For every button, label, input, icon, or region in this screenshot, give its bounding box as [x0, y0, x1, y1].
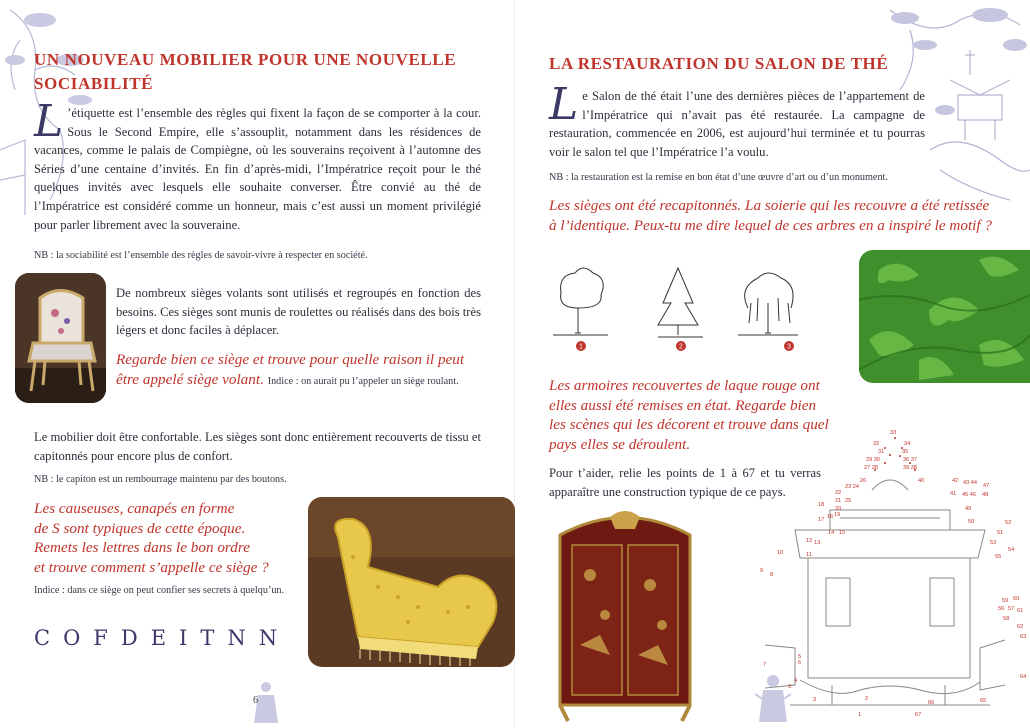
q1-line2: être appelé siège volant: [116, 370, 261, 388]
svg-text:50: 50: [968, 519, 975, 525]
q2-hint: Indice : dans ce siège on peut confier ses secrets à quelqu’un.: [34, 585, 285, 596]
question-sofa: [34, 499, 299, 577]
svg-text:35: 35: [902, 449, 909, 455]
tree-number-2: 2: [679, 343, 683, 351]
tree-2-icon: [658, 268, 703, 337]
svg-text:33: 33: [890, 430, 897, 436]
svg-text:12: 12: [806, 538, 813, 544]
q2-line: de S sont typiques de cette époque.: [34, 519, 246, 537]
green-damask-photo: [859, 250, 1030, 383]
svg-text:41: 41: [950, 491, 957, 497]
comfort-paragraph: Le mobilier doit être confortable. Les sièges sont donc entièrement recouverts de tissu et capitonnés pour encore plus de confort.: [34, 430, 481, 463]
etiquette-text: ’étiquette est l’ensemble des règles qui fixent la façon de se comporter à la cour. Sous le Second Empire, elle s’assouplit, notamment dans les résidences de vacances, comme le palais de Compiègne, où les souverains reçoivent à l’automne des Séries d’une centaine d’invités. En fin d’après-midi, l’Impératrice reçoit pour le thé quelques invités avec lesquels elle souhaite converser. Être convié au thé de l’Impératrice est considéré comme un honneur, mais c’est aussi un moment privilégié pour parler librement avec la souveraine.: [34, 106, 481, 232]
svg-text:51: 51: [997, 530, 1004, 536]
svg-text:29 30: 29 30: [866, 457, 880, 463]
svg-text:45 46: 45 46: [962, 492, 976, 498]
svg-text:21: 21: [835, 498, 842, 504]
dropcap-letter-right: L: [549, 79, 579, 130]
restoration-paragraph: [549, 79, 925, 161]
svg-text:56: 56: [998, 606, 1005, 612]
svg-text:23 24: 23 24: [845, 484, 859, 490]
svg-text:31: 31: [878, 449, 885, 455]
svg-text:40: 40: [918, 478, 925, 484]
chinese-figure-icon: [753, 672, 793, 724]
flying-chair-photo: [15, 273, 106, 403]
right-page-title: LA RESTAURATION DU SALON DE THÉ: [549, 54, 889, 73]
svg-text:42: 42: [952, 478, 959, 484]
svg-text:20: 20: [835, 506, 842, 512]
left-title-line2: SOCIABILITÉ: [34, 74, 154, 93]
left-page-title: [34, 48, 474, 96]
svg-text:64: 64: [1020, 674, 1027, 680]
svg-text:27 28: 27 28: [864, 465, 878, 471]
trees-illustration: [553, 263, 813, 353]
tree-1-icon: [553, 268, 608, 335]
svg-text:32: 32: [873, 441, 880, 447]
flying-seats-paragraph: De nombreux sièges volants sont utilisés et regroupés en fonction des besoins. Ces sièges sont munis de roulettes ou réalisés dans des bois très légers et donc faciles à déplacer.: [116, 286, 481, 338]
svg-text:6: 6: [798, 660, 802, 666]
lacquer-armoire-photo: [550, 505, 700, 723]
svg-text:13: 13: [814, 540, 821, 546]
q2-line: Remets les lettres dans le bon ordre: [34, 539, 250, 556]
svg-text:57: 57: [1008, 606, 1015, 612]
svg-text:58: 58: [1003, 616, 1010, 622]
svg-text:65: 65: [980, 698, 987, 704]
page-number: 6: [253, 695, 258, 706]
svg-text:60: 60: [1013, 596, 1020, 602]
svg-text:25: 25: [845, 498, 852, 504]
right-page: [515, 0, 1030, 727]
svg-text:11: 11: [806, 552, 812, 558]
tree-number-3: 3: [787, 343, 791, 351]
svg-text:3: 3: [813, 697, 817, 703]
q2-line: et trouve comment s’appelle ce siège ?: [34, 558, 269, 576]
svg-text:36 37: 36 37: [903, 457, 917, 463]
left-page: [0, 0, 515, 727]
svg-text:1: 1: [858, 712, 862, 718]
svg-text:17: 17: [818, 517, 825, 523]
svg-text:9: 9: [760, 568, 764, 574]
svg-text:66: 66: [928, 700, 935, 706]
scrambled-letters: COFDEITNN: [34, 626, 291, 650]
svg-text:49: 49: [965, 506, 972, 512]
svg-text:3: 3: [788, 684, 792, 690]
nb-sociabilite: NB : la sociabilité est l’ensemble des règles de savoir-vivre à respecter en société.: [34, 250, 368, 261]
question-lacquer: Les armoires recouvertes de laque rouge ont elles aussi été remises en état. Regarde bien les scènes qui les décorent et trouve dans quel pays elles se déroulent.: [549, 377, 829, 453]
svg-text:53: 53: [990, 540, 997, 546]
tree-number-1: 1: [579, 343, 583, 351]
left-title-line1: UN NOUVEAU MOBILIER POUR UNE NOUVELLE: [34, 50, 457, 69]
connect-dots-instructions: Pour t’aider, relie les points de 1 à 67 et tu verras apparaître une construction typique de ce pays.: [549, 466, 821, 499]
pagoda-lower-body: [808, 558, 970, 678]
svg-text:61: 61: [1017, 608, 1024, 614]
svg-text:55: 55: [995, 554, 1002, 560]
svg-text:43 44: 43 44: [963, 480, 977, 486]
svg-text:22: 22: [835, 490, 842, 496]
svg-text:67: 67: [915, 712, 922, 718]
svg-text:19: 19: [834, 512, 841, 518]
svg-text:15: 15: [839, 530, 846, 536]
svg-text:34: 34: [904, 441, 911, 447]
q1-line1: Regarde bien ce siège et trouve pour quelle raison il peut: [116, 351, 465, 368]
svg-text:2: 2: [865, 696, 869, 702]
q1-end: .: [260, 370, 264, 388]
q2-line: Les causeuses, canapés en forme: [34, 500, 235, 517]
question-flying-seat: [116, 350, 496, 391]
svg-text:63: 63: [1020, 634, 1027, 640]
svg-text:4: 4: [794, 678, 798, 684]
svg-text:62: 62: [1017, 624, 1024, 630]
question-trees: Les sièges ont été recapitonnés. La soierie qui les recouvre a été retissée à l’identique. Peux-tu me dire lequel de ces arbres en a inspiré le motif ?: [549, 197, 992, 234]
etiquette-paragraph: [34, 96, 481, 234]
svg-text:14: 14: [828, 530, 835, 536]
q1-hint: Indice : on aurait pu l’appeler un siège roulant.: [267, 375, 459, 387]
svg-text:52: 52: [1005, 520, 1012, 526]
restoration-text: e Salon de thé était l’une des dernières pièces de l’appartement de l’Impératrice qui n’avait pas été restaurée. La campagne de restauration, commencée en 2006, est aujourd’hui terminée et tu pourras voir le salon tel que l’Impératrice l’a voulu.: [549, 89, 925, 159]
svg-text:54: 54: [1008, 547, 1015, 553]
confident-sofa-photo: [308, 497, 515, 667]
tree-3-icon: [738, 273, 798, 335]
svg-text:7: 7: [763, 662, 767, 668]
svg-text:47: 47: [983, 483, 990, 489]
svg-text:59: 59: [1002, 598, 1009, 604]
nb-capiton: NB : le capiton est un rembourrage maintenu par des boutons.: [34, 474, 287, 485]
svg-text:26: 26: [860, 478, 867, 484]
dropcap-letter: L: [34, 96, 64, 147]
svg-text:48: 48: [982, 492, 989, 498]
svg-text:10: 10: [777, 550, 784, 556]
svg-text:39 38: 39 38: [903, 465, 917, 471]
svg-text:8: 8: [770, 572, 774, 578]
svg-text:16: 16: [827, 514, 834, 520]
svg-text:5: 5: [798, 654, 802, 660]
svg-text:18: 18: [818, 502, 825, 508]
nb-restauration: NB : la restauration est la remise en bon état d’une œuvre d’art ou d’un monument.: [549, 172, 888, 183]
